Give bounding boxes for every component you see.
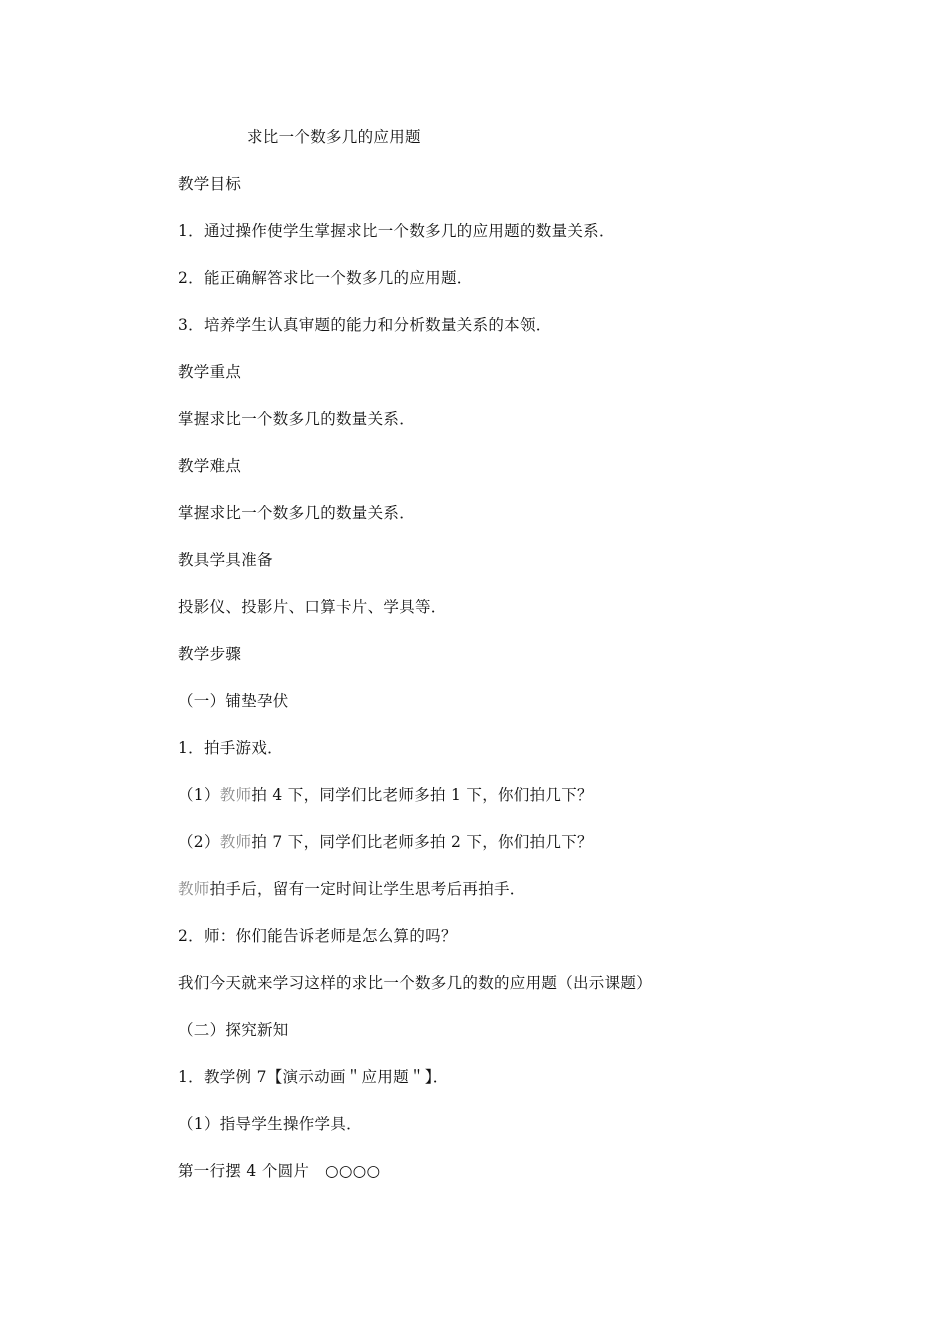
section-heading-2: （二）探究新知 — [178, 1021, 289, 1039]
clap-question-1-text: 拍 4 下，同学们比老师多拍 1 下，你们拍几下？ — [251, 786, 593, 804]
clap-question-1 — [178, 785, 593, 805]
steps-heading: 教学步骤 — [178, 645, 242, 663]
goals-heading: 教学目标 — [178, 175, 242, 193]
difficulty-heading: 教学难点 — [178, 457, 242, 475]
document-title: 求比一个数多几的应用题 — [247, 128, 421, 146]
goal-item-2: 2．能正确解答求比一个数多几的应用题． — [178, 269, 473, 287]
step-item-2: 2．师：你们能告诉老师是怎么算的吗？ — [178, 927, 457, 945]
clap-note — [178, 879, 526, 899]
row-1-text: 第一行摆 4 个圆片 ○○○○ — [178, 1162, 381, 1180]
clap-question-1-prefix: （1） — [178, 786, 220, 804]
step-item-1: 1．拍手游戏． — [178, 739, 283, 757]
difficulty-text: 掌握求比一个数多几的数量关系． — [178, 504, 416, 522]
focus-text: 掌握求比一个数多几的数量关系． — [178, 410, 416, 428]
focus-heading: 教学重点 — [178, 363, 242, 381]
teacher-link[interactable]: 教师 — [178, 880, 210, 898]
tools-heading: 教具学具准备 — [178, 551, 273, 569]
goal-item-1: 1．通过操作使学生掌握求比一个数多几的应用题的数量关系． — [178, 222, 615, 240]
goal-item-3: 3．培养学生认真审题的能力和分析数量关系的本领． — [178, 316, 552, 334]
example-item: 1．教学例 7【演示动画＂应用题＂】． — [178, 1068, 449, 1086]
tools-text: 投影仪、投影片、口算卡片、学具等． — [178, 598, 447, 616]
teacher-link[interactable]: 教师 — [219, 786, 252, 804]
clap-question-2-text: 拍 7 下，同学们比老师多拍 2 下，你们拍几下？ — [251, 833, 593, 851]
clap-note-text: 拍手后，留有一定时间让学生思考后再拍手． — [209, 880, 526, 898]
intro-text: 我们今天就来学习这样的求比一个数多几的数的应用题（出示课题） — [178, 974, 653, 992]
operate-item: （1）指导学生操作学具． — [178, 1115, 362, 1133]
clap-question-2 — [178, 832, 593, 852]
teacher-link[interactable]: 教师 — [219, 833, 252, 851]
clap-question-2-prefix: （2） — [178, 833, 220, 851]
section-heading-1: （一）铺垫孕伏 — [178, 692, 289, 710]
